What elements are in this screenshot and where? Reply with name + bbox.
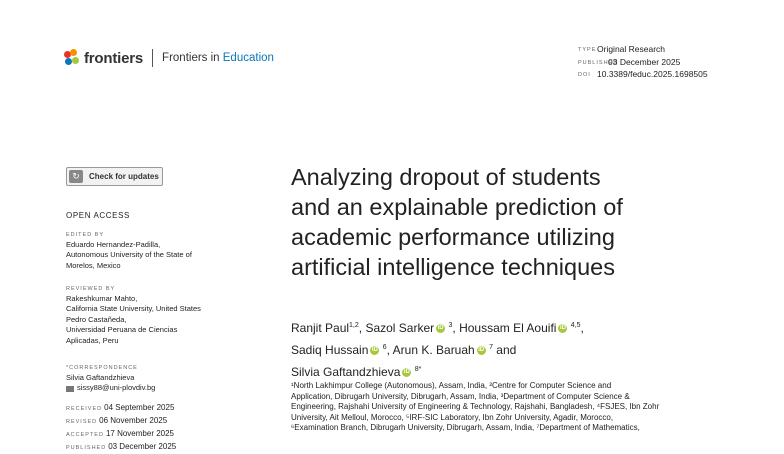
reviewer-info xyxy=(66,294,256,346)
reviewer-line: Aplicadas, Peru xyxy=(66,335,119,345)
date-revised-label: REVISED xyxy=(66,419,98,425)
date-revised xyxy=(66,415,256,428)
editor-info xyxy=(66,240,256,271)
author-separator: , xyxy=(358,321,366,335)
author-name[interactable]: Silvia Gaftandzhieva xyxy=(291,365,401,379)
title-line: academic performance utilizing xyxy=(291,224,615,250)
title-line: Analyzing dropout of students xyxy=(291,164,601,190)
affiliation-line: ¹North Lakhimpur College (Autonomous), Assam, India, ²Centre for Computer Science and xyxy=(291,381,612,390)
edited-by-label: EDITED BY xyxy=(66,232,105,238)
edited-by-section xyxy=(66,230,256,271)
meta-type-value: Original Research xyxy=(597,44,666,54)
refresh-icon: ↻ xyxy=(69,170,83,183)
author-affil-sup: 6 xyxy=(382,344,387,351)
meta-doi-label: DOI xyxy=(578,72,591,78)
author-name[interactable]: Arun K. Baruah xyxy=(392,343,475,357)
reviewer-line: Pedro Castañeda, xyxy=(66,314,127,324)
date-accepted-value: 17 November 2025 xyxy=(105,429,174,438)
frontiers-logo-icon xyxy=(64,49,81,67)
orcid-icon[interactable]: iD xyxy=(403,369,410,376)
reviewer-line: Universidad Peruana de Ciencias xyxy=(66,325,178,335)
affiliation-line: Application, Dibrugarh University, Dibrugarh, Assam, India, ³Department of Computer Science & xyxy=(291,391,630,401)
affiliation-line: Engineering, Rajshahi University of Engineering & Technology, Rajshahi, Bangladesh, ⁴FSJES, Ibn Zohr xyxy=(291,402,660,412)
reviewed-by-label: REVIEWED BY xyxy=(66,286,116,292)
orcid-icon[interactable]: iD xyxy=(478,347,485,354)
check-for-updates-label: Check for updates xyxy=(89,172,159,181)
meta-doi xyxy=(578,69,708,82)
article-title xyxy=(291,162,731,282)
author-name[interactable]: Sadiq Hussain xyxy=(291,343,369,357)
logo-divider xyxy=(152,49,153,67)
correspondence-label: *CORRESPONDENCE xyxy=(66,365,138,371)
correspondence-section xyxy=(66,363,256,394)
author-separator: , xyxy=(452,321,460,335)
journal-prefix: Frontiers in xyxy=(162,52,223,64)
author-separator: , xyxy=(386,343,393,357)
meta-published-label: PUBLISHED xyxy=(578,59,619,66)
author-affil-sup: 7 xyxy=(489,344,493,351)
check-for-updates-button[interactable] xyxy=(66,167,163,186)
affiliation-line: ⁶Examination Branch, Dibrugarh University, Dibrugarh, Assam, India, ⁷Department of Mathematics, xyxy=(291,423,640,433)
date-published-value: 03 December 2025 xyxy=(108,442,177,451)
author-separator: and xyxy=(492,343,517,357)
correspondence-email[interactable]: sissy88@uni-plovdiv.bg xyxy=(77,383,156,393)
date-published-label: PUBLISHED xyxy=(66,445,107,451)
frontiers-logo[interactable] xyxy=(64,48,274,68)
open-access-label: OPEN ACCESS xyxy=(66,211,130,220)
logo-wordmark: frontiers xyxy=(84,49,144,67)
meta-doi-value[interactable]: 10.3389/feduc.2025.1698505 xyxy=(597,69,708,79)
correspondence-name: Silvia Gaftandzhieva xyxy=(66,373,135,382)
date-accepted-label: ACCEPTED xyxy=(66,432,104,438)
author-name[interactable]: Sazol Sarker xyxy=(365,321,435,335)
reviewer-line: Rakeshkumar Mahto, xyxy=(66,294,138,303)
affiliation-line: University, Ait Melloul, Morocco, ⁵IRF-SIC Laboratory, Ibn Zohr University, Agadir, Morocco, xyxy=(291,412,614,422)
editor-line: Eduardo Hernandez-Padilla, xyxy=(66,240,161,249)
date-published xyxy=(66,441,256,454)
date-received xyxy=(66,402,256,415)
author-separator: , xyxy=(580,321,584,335)
author-line xyxy=(291,360,711,382)
editor-line: Autonomous University of the State of xyxy=(66,250,192,260)
mail-icon xyxy=(66,386,74,392)
meta-type xyxy=(578,44,708,57)
orcid-icon[interactable]: iD xyxy=(437,325,444,332)
author-name[interactable]: Houssam El Aouifi xyxy=(459,321,557,335)
article-meta xyxy=(578,44,708,82)
author-line xyxy=(291,316,711,338)
editor-line: Morelos, Mexico xyxy=(66,260,121,270)
author-name[interactable]: Ranjit Paul xyxy=(291,321,350,335)
author-line xyxy=(291,338,711,360)
date-accepted xyxy=(66,428,256,441)
orcid-icon[interactable]: iD xyxy=(371,347,378,354)
journal-name xyxy=(162,52,274,64)
meta-published-value: 03 December 2025 xyxy=(608,56,681,67)
date-revised-value: 06 November 2025 xyxy=(99,416,168,425)
reviewer-line: California State University, United States xyxy=(66,304,201,314)
author-affil-sup: 3 xyxy=(448,322,453,329)
affiliations xyxy=(291,381,711,434)
reviewed-by-section xyxy=(66,284,256,346)
dates-section xyxy=(66,402,256,454)
date-received-label: RECEIVED xyxy=(66,406,103,412)
author-affil-sup: 1,2 xyxy=(349,322,359,329)
title-line: and an explainable prediction of xyxy=(291,194,623,220)
correspondence-email-row xyxy=(66,383,256,393)
meta-published xyxy=(578,57,708,70)
author-list xyxy=(291,316,711,382)
orcid-icon[interactable]: iD xyxy=(559,325,566,332)
author-affil-sup: 8* xyxy=(414,366,422,373)
meta-type-label: TYPE xyxy=(578,47,597,53)
date-received-value: 04 September 2025 xyxy=(104,403,175,412)
title-line: artificial intelligence techniques xyxy=(291,254,615,280)
journal-accent: Education xyxy=(222,52,274,64)
author-affil-sup: 4,5 xyxy=(570,322,581,329)
